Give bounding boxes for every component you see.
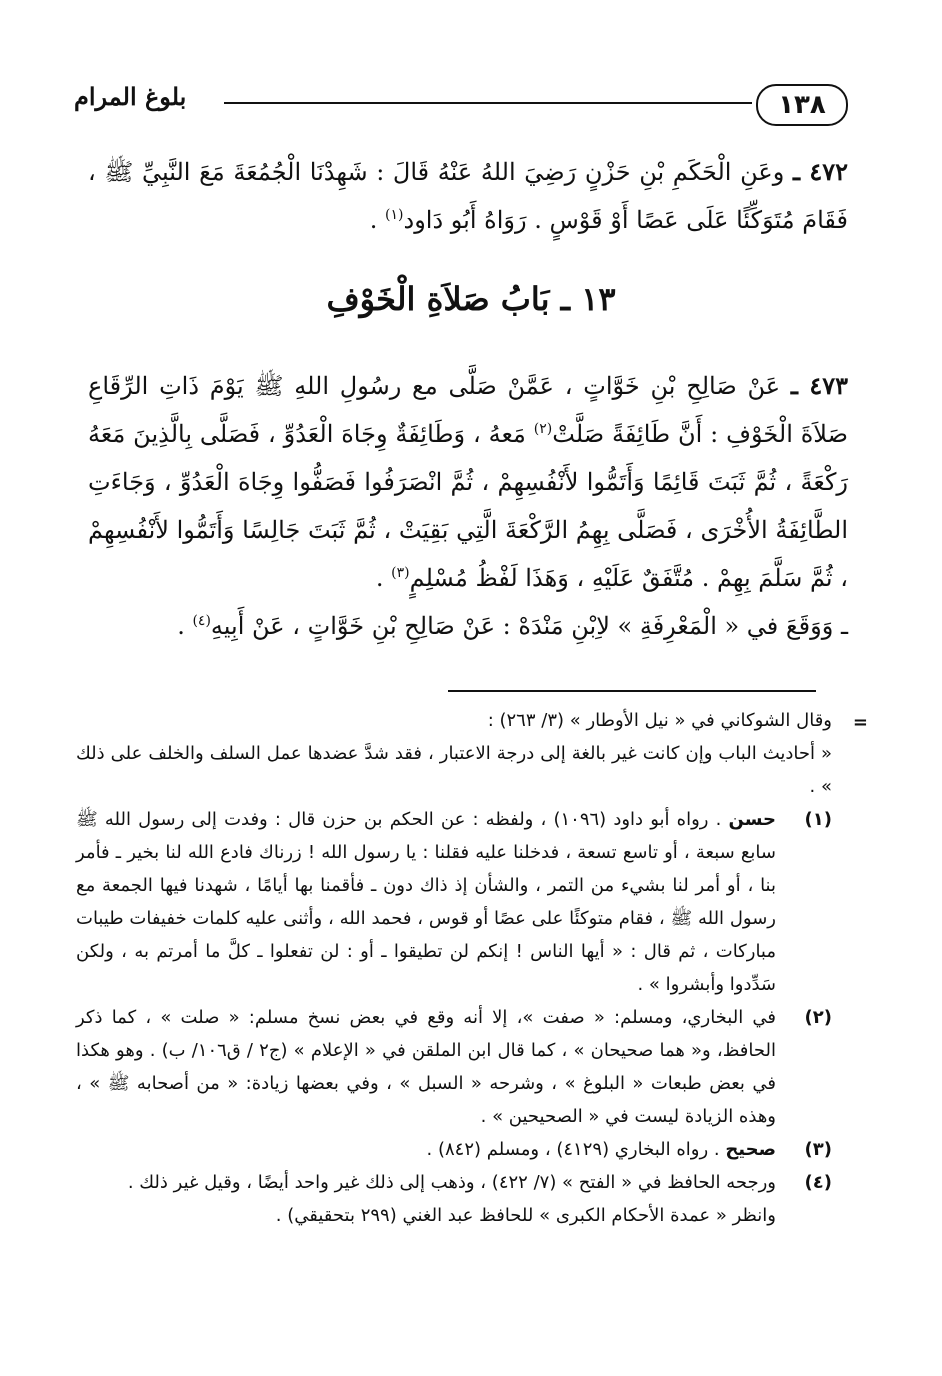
continuation-mark: = [852,712,868,733]
page-header [74,78,848,130]
footnote-text: ورجحه الحافظ في « الفتح » (٧/ ٤٢٢) ، وذهب إلى ذلك غير واحد أيضًا ، وقيل غير ذلك . [127,1172,776,1193]
footnote-3 [76,1133,832,1166]
hadith-473 [88,362,848,650]
footnote-number: (١) [804,809,832,830]
hadith-number: ٤٧٢ ـ [792,157,848,186]
hadith-tail: . [375,564,392,592]
footnote-4 [76,1166,832,1199]
hadith-note: ـ وَوَقَعَ في « الْمَعْرِفَةِ » لاِبْنِ مَنْدَهْ : عَنْ صَالِحِ بْنِ خَوَّاتٍ ، عَنْ أَبِيهِ [210,612,848,640]
grading-label: صحيح [725,1139,776,1160]
footnote-number: (٤) [804,1172,832,1193]
footnote-number: (٢) [804,1007,832,1028]
footnote-text: في البخاري، ومسلم: « صفت »، إلا أنه وقع في بعض نسخ مسلم: « صلت » ، كما ذكر الحافظ، و« هما صحيحان » ، كما قال ابن الملقن في « الإعلام » (ج٢ / ق١٠٦/ ب) . وهو هكذا في بعض طبعات « البلوغ » ، وشرحه « السبل » ، وفي بعضها زيادة: « من أصحابه ﷺ » ، وهذه الزيادة ليست في « الصحيحين » . [76,1007,776,1127]
hadith-472 [88,148,848,244]
header-rule [224,102,752,104]
footnote-line: « أحاديث الباب وإن كانت غير بالغة إلى درجة الاعتبار ، فقد شدَّ عضدها عمل السلف والخلف على ذلك » . [76,743,832,797]
footnote-1 [76,803,832,1001]
footnote-number: (٣) [804,1139,832,1160]
footnote-4-extra: وانظر « عمدة الأحكام الكبرى » للحافظ عبد الغني (٢٩٩ بتحقيقي) . [275,1205,776,1226]
page-number: ١٣٨ [756,84,848,126]
grading-label: حسن [728,809,776,830]
hadith-text: وعَنِ الْحَكَمِ بْنِ حَزْنٍ رَضِيَ اللهُ عَنْهُ قَالَ : شَهِدْنَا الْجُمُعَةَ مَعَ النَّبِيِّ ﷺ ، فَقَامَ مُتَوَكِّئًا عَلَى عَصًا أَوْ قَوْسٍ . رَوَاهُ أَبُو دَاود [88,158,848,234]
footnote-ref: (٢) [533,421,553,437]
hadith-number: ٤٧٣ ـ [790,371,848,400]
footnotes [76,704,868,1232]
footnote-continuation [76,704,868,803]
hadith-text: مَعهُ ، وَطَائِفَةٌ وِجَاهَ الْعَدُوِّ ، فَصَلَّى بِالَّذِينَ مَعَهُ رَكْعَةً ، ثُمَّ ثَبَتَ قَائِمًا وَأَتَمُّوا لأَنْفُسِهِمْ ، ثُمَّ انْصَرَفُوا فَصَفُّوا وِجَاهَ الْعَدُوِّ ، وَجَاءَتِ الطَّائِفَةُ الأُخْرَى ، فَصَلَّى بِهِمُ الرَّكْعَةَ الَّتِي بَقِيَتْ ، ثُمَّ ثَبَتَ جَالِسًا وَأَتَمُّوا لأَنْفُسِهِمْ ، ثُمَّ سَلَّمَ بِهِمْ . مُتَّفَقٌ عَلَيْهِ ، وَهَذَا لَفْظُ مُسْلِمٍ [88,420,848,592]
footnote-ref: (٣) [391,565,410,581]
book-title: بلوغ المرام [74,82,187,111]
hadith-tail: . [177,612,193,640]
footnote-line: وقال الشوكاني في « نيل الأوطار » (٣/ ٢٦٣) : [487,710,832,731]
footnote-divider [448,690,816,692]
footnote-text: . رواه البخاري (٤١٢٩) ، ومسلم (٨٤٢) . [426,1139,726,1160]
hadith-text: عَنْ صَالِحِ بْنِ خَوَّاتٍ ، عَمَّنْ صَلَّى مع رسُولِ اللهِ ﷺ يَوْمَ ذَاتِ الرِّقَاعِ صَلاَةَ الْخَوْفِ : أَنَّ طَائِفَةً صَلَّتْ [88,372,848,448]
hadith-tail: . [369,206,386,234]
footnote-ref: (٤) [192,613,211,629]
footnote-ref: (١) [385,207,404,223]
chapter-title: ١٣ ـ بَابُ صَلاَةِ الْخَوْفِ [326,280,616,318]
footnote-text: . رواه أبو داود (١٠٩٦) ، ولفظه : عن الحكم بن حزن قال : وفدت إلى رسول الله ﷺ سابع سبعة ، أو تاسع تسعة ، فدخلنا عليه فقلنا : يا رسول الله ! زرناك فادع الله لنا بخير ـ فأمر بنا ، أو أمر لنا بشيء من التمر ، والشأن إذ ذاك دون ـ فأقمنا بها أيامًا ، شهدنا فيها الجمعة مع رسول الله ﷺ ، فقام متوكئًا على عصًا أو قوس ، فحمد الله ، وأثنى عليه كلمات خفيفات طيبات مباركات ، ثم قال : « أيها الناس ! إنكم لن تطيقوا ـ أو : لن تفعلوا ـ كلَّ ما أمرتم به ، ولكن سَدِّدوا وأبشروا » . [76,809,776,995]
footnote-2 [76,1001,832,1133]
